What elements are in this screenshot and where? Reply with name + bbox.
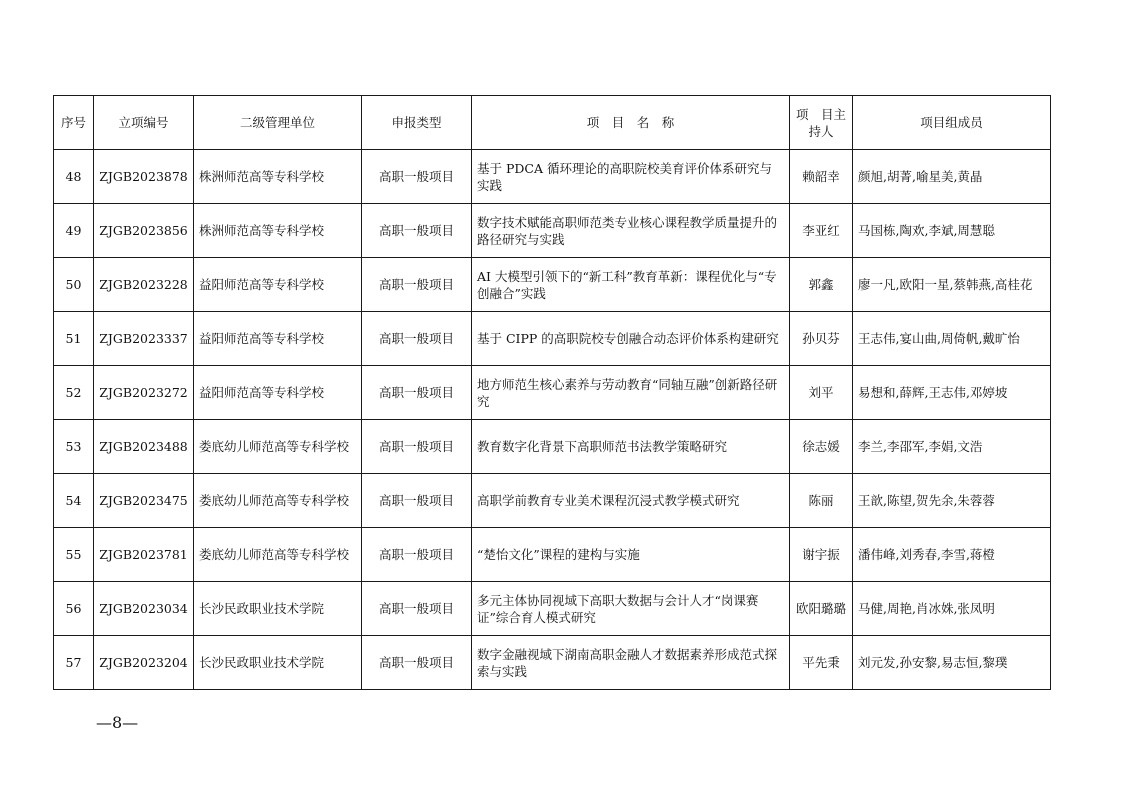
cell-code: ZJGB2023878 — [94, 150, 194, 204]
cell-type: 高职一般项目 — [362, 420, 472, 474]
cell-host: 孙贝芬 — [790, 312, 853, 366]
cell-members: 颜旭,胡菁,喻星美,黄晶 — [853, 150, 1051, 204]
cell-members: 刘元发,孙安黎,易志恒,黎璞 — [853, 636, 1051, 690]
header-unit: 二级管理单位 — [194, 96, 362, 150]
cell-host: 徐志媛 — [790, 420, 853, 474]
cell-code: ZJGB2023856 — [94, 204, 194, 258]
cell-seq: 48 — [54, 150, 94, 204]
cell-name: 多元主体协同视域下高职大数据与会计人才“岗课赛证”综合育人模式研究 — [472, 582, 790, 636]
header-members: 项目组成员 — [853, 96, 1051, 150]
cell-name: “楚怡文化”课程的建构与实施 — [472, 528, 790, 582]
table-row — [54, 150, 1051, 204]
cell-unit: 长沙民政职业技术学院 — [194, 582, 362, 636]
cell-seq: 50 — [54, 258, 94, 312]
cell-code: ZJGB2023781 — [94, 528, 194, 582]
table-row — [54, 636, 1051, 690]
cell-name: 地方师范生核心素养与劳动教育“同轴互融”创新路径研究 — [472, 366, 790, 420]
table-header-row — [54, 96, 1051, 150]
header-code: 立项编号 — [94, 96, 194, 150]
cell-code: ZJGB2023228 — [94, 258, 194, 312]
cell-host: 李亚红 — [790, 204, 853, 258]
page-number: —8— — [96, 713, 139, 732]
cell-seq: 54 — [54, 474, 94, 528]
cell-type: 高职一般项目 — [362, 312, 472, 366]
cell-code: ZJGB2023204 — [94, 636, 194, 690]
table-row — [54, 528, 1051, 582]
header-type: 申报类型 — [362, 96, 472, 150]
cell-unit: 益阳师范高等专科学校 — [194, 312, 362, 366]
cell-type: 高职一般项目 — [362, 204, 472, 258]
cell-name: 基于 PDCA 循环理论的高职院校美育评价体系研究与实践 — [472, 150, 790, 204]
cell-name: 数字技术赋能高职师范类专业核心课程教学质量提升的路径研究与实践 — [472, 204, 790, 258]
cell-host: 欧阳璐璐 — [790, 582, 853, 636]
cell-members: 廖一凡,欧阳一星,蔡韩燕,高桂花 — [853, 258, 1051, 312]
cell-name: AI 大模型引领下的“新工科”教育革新：课程优化与“专创融合”实践 — [472, 258, 790, 312]
table-row — [54, 582, 1051, 636]
cell-host: 郭鑫 — [790, 258, 853, 312]
cell-seq: 57 — [54, 636, 94, 690]
cell-name: 数字金融视域下湖南高职金融人才数据素养形成范式探索与实践 — [472, 636, 790, 690]
cell-unit: 娄底幼儿师范高等专科学校 — [194, 528, 362, 582]
cell-type: 高职一般项目 — [362, 150, 472, 204]
cell-host: 陈丽 — [790, 474, 853, 528]
project-table — [53, 95, 1051, 690]
cell-type: 高职一般项目 — [362, 474, 472, 528]
cell-code: ZJGB2023034 — [94, 582, 194, 636]
cell-members: 马健,周艳,肖冰姝,张凤明 — [853, 582, 1051, 636]
cell-type: 高职一般项目 — [362, 582, 472, 636]
table-row — [54, 366, 1051, 420]
cell-code: ZJGB2023272 — [94, 366, 194, 420]
cell-unit: 株洲师范高等专科学校 — [194, 150, 362, 204]
cell-unit: 株洲师范高等专科学校 — [194, 204, 362, 258]
cell-name: 高职学前教育专业美术课程沉浸式教学模式研究 — [472, 474, 790, 528]
table-row — [54, 204, 1051, 258]
cell-code: ZJGB2023488 — [94, 420, 194, 474]
table-row — [54, 312, 1051, 366]
cell-name: 教育数字化背景下高职师范书法教学策略研究 — [472, 420, 790, 474]
table-row — [54, 258, 1051, 312]
cell-members: 易想和,薛辉,王志伟,邓婷坡 — [853, 366, 1051, 420]
cell-members: 王志伟,宴山曲,周倚帆,戴旷怡 — [853, 312, 1051, 366]
cell-host: 赖韶幸 — [790, 150, 853, 204]
cell-code: ZJGB2023337 — [94, 312, 194, 366]
cell-seq: 49 — [54, 204, 94, 258]
cell-members: 李兰,李邵军,李娟,文浩 — [853, 420, 1051, 474]
cell-members: 王歆,陈望,贺先余,朱蓉蓉 — [853, 474, 1051, 528]
cell-code: ZJGB2023475 — [94, 474, 194, 528]
cell-name: 基于 CIPP 的高职院校专创融合动态评价体系构建研究 — [472, 312, 790, 366]
cell-type: 高职一般项目 — [362, 636, 472, 690]
cell-type: 高职一般项目 — [362, 366, 472, 420]
cell-unit: 娄底幼儿师范高等专科学校 — [194, 474, 362, 528]
table-row — [54, 420, 1051, 474]
cell-unit: 长沙民政职业技术学院 — [194, 636, 362, 690]
cell-seq: 51 — [54, 312, 94, 366]
table-row — [54, 474, 1051, 528]
cell-seq: 56 — [54, 582, 94, 636]
cell-members: 潘伟峰,刘秀春,李雪,蒋橙 — [853, 528, 1051, 582]
cell-seq: 52 — [54, 366, 94, 420]
header-host: 项 目主持人 — [790, 96, 853, 150]
cell-host: 谢宇振 — [790, 528, 853, 582]
cell-host: 平先秉 — [790, 636, 853, 690]
cell-unit: 娄底幼儿师范高等专科学校 — [194, 420, 362, 474]
cell-host: 刘平 — [790, 366, 853, 420]
cell-unit: 益阳师范高等专科学校 — [194, 258, 362, 312]
cell-type: 高职一般项目 — [362, 528, 472, 582]
header-name: 项 目 名 称 — [472, 96, 790, 150]
cell-seq: 55 — [54, 528, 94, 582]
cell-type: 高职一般项目 — [362, 258, 472, 312]
cell-seq: 53 — [54, 420, 94, 474]
header-seq: 序号 — [54, 96, 94, 150]
cell-unit: 益阳师范高等专科学校 — [194, 366, 362, 420]
cell-members: 马国栋,陶欢,李斌,周慧聪 — [853, 204, 1051, 258]
